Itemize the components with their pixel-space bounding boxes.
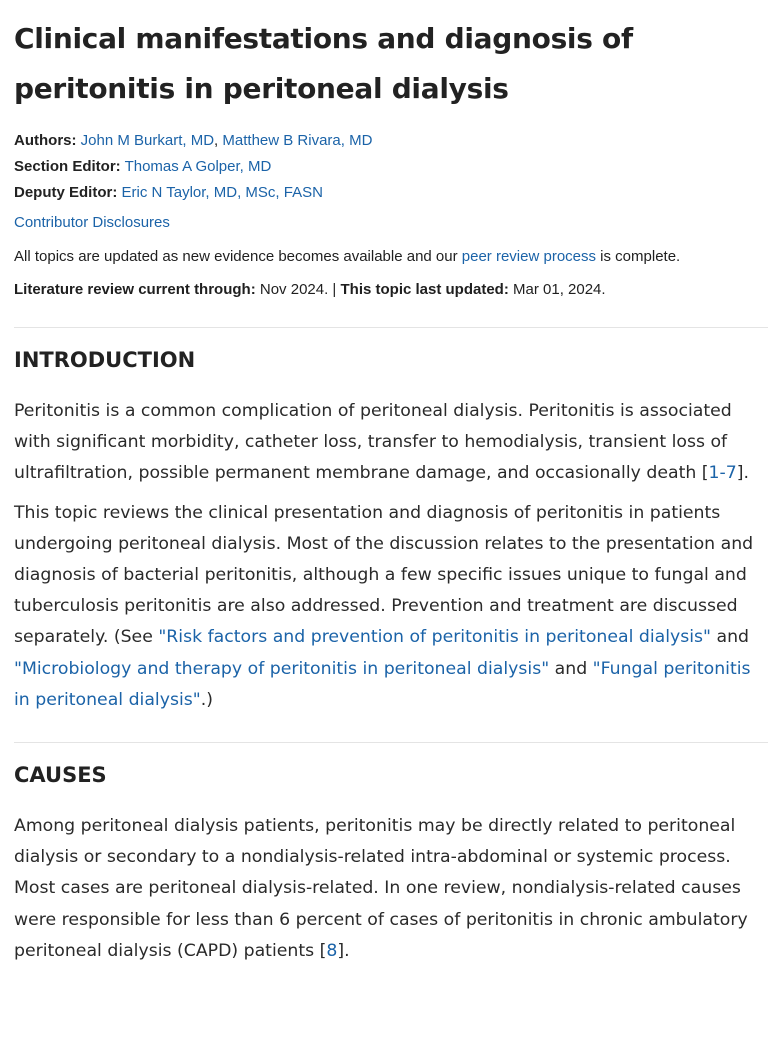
author-link-burkart[interactable]: John M Burkart, MD xyxy=(80,132,215,149)
author-link-rivara[interactable]: Matthew B Rivara, MD xyxy=(222,132,373,149)
peer-review-link[interactable]: peer review process xyxy=(461,248,597,265)
authors-line xyxy=(14,128,754,154)
update-note-after: is complete. xyxy=(596,248,681,265)
last-updated-label: This topic last updated: xyxy=(340,281,509,298)
intro-p1-end: ]. xyxy=(736,463,750,484)
lit-review-value: Nov 2024. xyxy=(255,281,329,298)
introduction-heading: INTRODUCTION xyxy=(14,348,196,372)
intro-paragraph-2 xyxy=(14,498,754,716)
review-separator: | xyxy=(328,281,341,298)
disclosures-row xyxy=(14,212,754,234)
causes-paragraph-1 xyxy=(14,811,754,967)
authors-label: Authors: xyxy=(14,132,77,149)
page-title: Clinical manifestations and diagnosis of peritonitis in peritoneal dialysis xyxy=(14,22,633,105)
divider xyxy=(14,742,768,743)
last-updated-value: Mar 01, 2024. xyxy=(508,281,606,298)
fungal-peritonitis-link[interactable]: "Fungal peritonitis in peritoneal dialysis" xyxy=(14,658,751,710)
deputy-editor-label: Deputy Editor: xyxy=(14,184,118,201)
divider xyxy=(14,327,768,328)
intro-p1-text: Peritonitis is a common complication of peritoneal dialysis. Peritonitis is associated with significant morbidity, catheter loss, transfer to hemodialysis, transient loss of ultrafiltration, possible permanent membrane damage, and occasionally death [ xyxy=(14,401,732,484)
microbiology-link[interactable]: "Microbiology and therapy of peritonitis in peritoneal dialysis" xyxy=(14,658,550,679)
reference-link-1-7[interactable]: 1-7 xyxy=(708,463,737,484)
risk-factors-link[interactable]: "Risk factors and prevention of peritonitis in peritoneal dialysis" xyxy=(158,627,712,648)
contributor-disclosures-link[interactable]: Contributor Disclosures xyxy=(14,214,170,231)
deputy-editor-line xyxy=(14,180,754,206)
section-editor-label: Section Editor: xyxy=(14,158,121,175)
review-dates xyxy=(14,279,754,301)
intro-p2-and-2: and xyxy=(549,658,593,679)
causes-p1-end: ]. xyxy=(337,940,350,961)
authors-separator: , xyxy=(214,132,223,149)
deputy-editor-link[interactable]: Eric N Taylor, MD, MSc, FASN xyxy=(121,184,323,201)
update-note xyxy=(14,246,754,268)
section-editor-line xyxy=(14,154,754,180)
lit-review-label: Literature review current through: xyxy=(14,281,256,298)
update-note-before: All topics are updated as new evidence becomes available and our xyxy=(14,248,462,265)
causes-heading: CAUSES xyxy=(14,763,107,788)
intro-paragraph-1 xyxy=(14,396,754,490)
article xyxy=(0,14,768,967)
causes-p1-text: Among peritoneal dialysis patients, peritonitis may be directly related to peritoneal dialysis or secondary to a nondialysis-related intra-abdominal or systemic process. Most cases are peritoneal dialysis-related. In one review, nondialysis-related causes were responsible for less than 6 percent of cases of peritonitis in chronic ambulatory peritoneal dialysis (CAPD) patients [ xyxy=(14,816,748,961)
section-editor-link[interactable]: Thomas A Golper, MD xyxy=(124,158,272,175)
reference-link-8[interactable]: 8 xyxy=(326,940,338,961)
intro-p2-text: This topic reviews the clinical presentation and diagnosis of peritonitis in patients undergoing peritoneal dialysis. Most of the discussion relates to the presentation and diagnosis of bacterial peritonitis, although a few specific issues unique to fungal and tuberculosis peritonitis are also addressed. Prevention and treatment are discussed separately. (See xyxy=(14,502,754,648)
intro-p2-end: .) xyxy=(200,689,213,710)
intro-p2-and-1: and xyxy=(711,627,750,648)
